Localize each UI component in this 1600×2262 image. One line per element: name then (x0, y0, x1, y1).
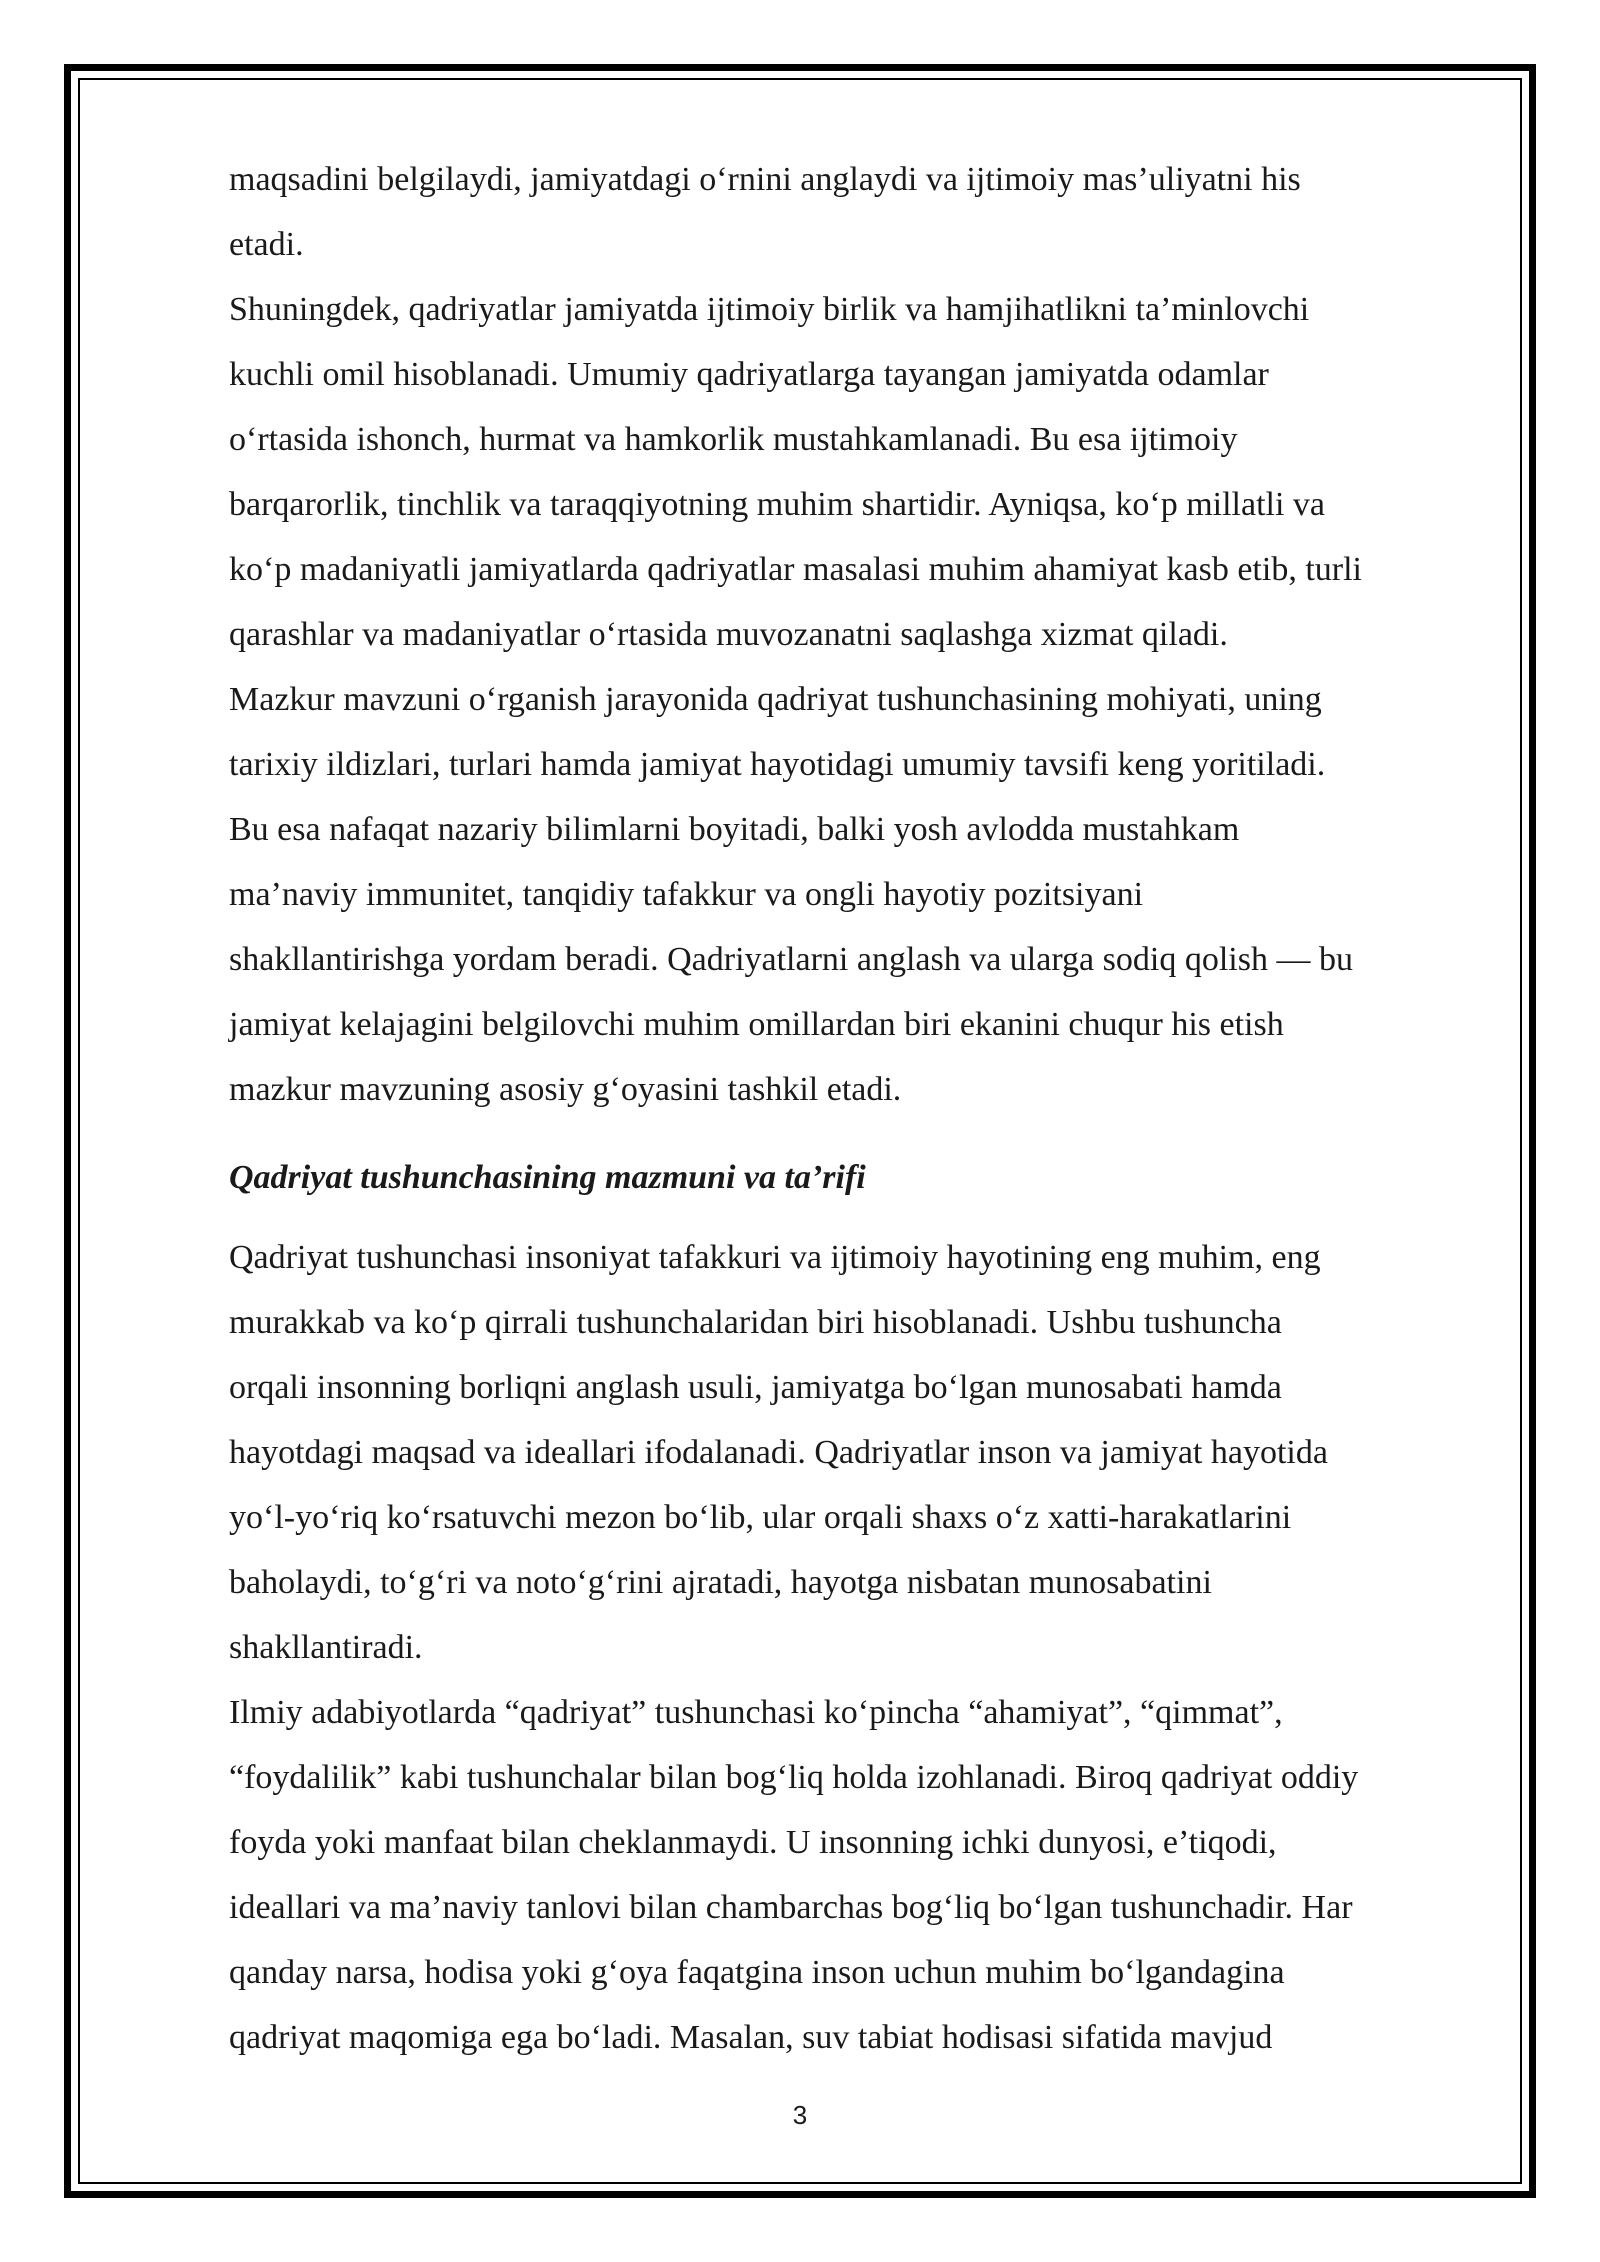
text-line: ko‘p madaniyatli jamiyatlarda qadriyatlar masalasi muhim ahamiyat kasb etib, turli (229, 551, 1362, 588)
paragraph-4 (229, 1225, 1491, 1680)
text-line: etadi. (229, 226, 304, 263)
page-number: 3 (792, 2100, 808, 2130)
text-line: Bu esa nafaqat nazariy bilimlarni boyitadi, balki yosh avlodda mustahkam (229, 811, 1240, 848)
text-line: foyda yoki manfaat bilan cheklanmaydi. U insonning ichki dunyosi, e’tiqodi, (229, 1824, 1277, 1861)
text-line: shakllantirishga yordam beradi. Qadriyatlarni anglash va ularga sodiq qolish — bu (229, 941, 1353, 978)
text-line: Shuningdek, qadriyatlar jamiyatda ijtimoiy birlik va hamjihatlikni ta’minlovchi (229, 291, 1310, 328)
paragraph-1 (229, 147, 1491, 277)
paragraph-3 (229, 667, 1491, 1122)
section-heading: Qadriyat tushunchasining mazmuni va ta’rifi (229, 1159, 866, 1196)
text-line: tarixiy ildizlari, turlari hamda jamiyat hayotidagi umumiy tavsifi keng yoritiladi. (229, 746, 1326, 783)
text-line: ma’naviy immunitet, tanqidiy tafakkur va ongli hayotiy pozitsiyani (229, 876, 1144, 913)
text-line: Ilmiy adabiyotlarda “qadriyat” tushunchasi ko‘pincha “ahamiyat”, “qimmat”, (229, 1694, 1283, 1731)
text-line: mazkur mavzuning asosiy g‘oyasini tashkil etadi. (229, 1071, 902, 1108)
text-line: o‘rtasida ishonch, hurmat va hamkorlik mustahkamlanadi. Bu esa ijtimoiy (229, 421, 1238, 458)
text-line: Qadriyat tushunchasi insoniyat tafakkuri va ijtimoiy hayotining eng muhim, eng (229, 1239, 1321, 1276)
text-line: baholaydi, to‘g‘ri va noto‘g‘rini ajratadi, hayotga nisbatan munosabatini (229, 1564, 1212, 1601)
text-line: qarashlar va madaniyatlar o‘rtasida muvozanatni saqlashga xizmat qiladi. (229, 616, 1228, 653)
text-line: yo‘l-yo‘riq ko‘rsatuvchi mezon bo‘lib, ular orqali shaxs o‘z xatti-harakatlarini (229, 1499, 1292, 1536)
page-content (229, 147, 1491, 2070)
text-line: shakllantiradi. (229, 1629, 423, 1666)
paragraph-2 (229, 277, 1491, 667)
text-line: qanday narsa, hodisa yoki g‘oya faqatgina inson uchun muhim bo‘lgandagina (229, 1954, 1285, 1991)
text-line: barqarorlik, tinchlik va taraqqiyotning muhim shartidir. Ayniqsa, ko‘p millatli va (229, 486, 1326, 523)
text-line: orqali insonning borliqni anglash usuli, jamiyatga bo‘lgan munosabati hamda (229, 1369, 1282, 1406)
text-line: hayotdagi maqsad va ideallari ifodalanadi. Qadriyatlar inson va jamiyat hayotida (229, 1434, 1328, 1471)
text-line: Mazkur mavzuni o‘rganish jarayonida qadriyat tushunchasining mohiyati, uning (229, 681, 1322, 718)
paragraph-5 (229, 1680, 1491, 2070)
text-line: murakkab va ko‘p qirrali tushunchalaridan biri hisoblanadi. Ushbu tushuncha (229, 1304, 1282, 1341)
text-line: qadriyat maqomiga ega bo‘ladi. Masalan, suv tabiat hodisasi sifatida mavjud (229, 2019, 1273, 2056)
text-line: jamiyat kelajagini belgilovchi muhim omillardan biri ekanini chuqur his etish (229, 1006, 1284, 1043)
text-line: ideallari va ma’naviy tanlovi bilan chambarchas bog‘liq bo‘lgan tushunchadir. Har (229, 1889, 1353, 1926)
text-line: kuchli omil hisoblanadi. Umumiy qadriyatlarga tayangan jamiyatda odamlar (229, 356, 1269, 393)
text-line: “foydalilik” kabi tushunchalar bilan bog‘liq holda izohlanadi. Biroq qadriyat oddiy (229, 1759, 1359, 1796)
text-line: maqsadini belgilaydi, jamiyatdagi o‘rnini anglaydi va ijtimoiy mas’uliyatni his (229, 161, 1301, 198)
